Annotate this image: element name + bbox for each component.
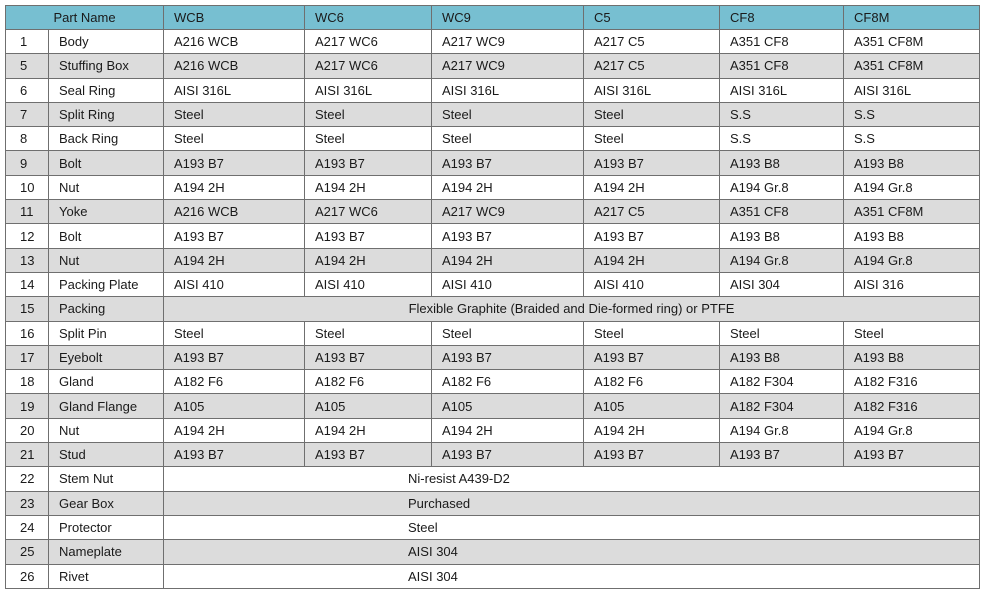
material-cell: A194 Gr.8 xyxy=(720,248,844,272)
material-cell: Steel xyxy=(305,102,432,126)
material-cell: A193 B7 xyxy=(584,224,720,248)
table-header xyxy=(6,6,980,30)
part-number-cell: 22 xyxy=(6,467,49,491)
part-number-cell: 25 xyxy=(6,540,49,564)
material-cell: A193 B7 xyxy=(432,443,584,467)
material-cell: A193 B7 xyxy=(432,151,584,175)
part-number-cell: 26 xyxy=(6,564,49,588)
table-row xyxy=(6,321,980,345)
material-cell: A194 2H xyxy=(305,175,432,199)
table-row xyxy=(6,564,980,588)
part-name-cell: Split Pin xyxy=(49,321,164,345)
column-header-wcb: WCB xyxy=(164,6,305,30)
material-cell: A193 B7 xyxy=(164,345,305,369)
material-cell: A193 B7 xyxy=(305,345,432,369)
material-cell: A193 B7 xyxy=(432,224,584,248)
material-cell: A194 2H xyxy=(432,418,584,442)
part-name-cell: Stud xyxy=(49,443,164,467)
material-cell: A194 2H xyxy=(164,248,305,272)
part-name-cell: Split Ring xyxy=(49,102,164,126)
table-row xyxy=(6,54,980,78)
part-name-cell: Bolt xyxy=(49,151,164,175)
part-number-cell: 19 xyxy=(6,394,49,418)
material-cell: Steel xyxy=(305,127,432,151)
material-cell: AISI 316L xyxy=(844,78,980,102)
part-number-cell: 11 xyxy=(6,200,49,224)
material-cell: Steel xyxy=(584,321,720,345)
table-row xyxy=(6,30,980,54)
column-header-cf8m: CF8M xyxy=(844,6,980,30)
material-cell: AISI 316L xyxy=(720,78,844,102)
material-cell: AISI 410 xyxy=(432,272,584,296)
part-number-cell: 16 xyxy=(6,321,49,345)
material-table xyxy=(5,5,980,589)
table-row xyxy=(6,248,980,272)
material-cell: AISI 316 xyxy=(844,272,980,296)
material-cell: A217 WC9 xyxy=(432,30,584,54)
material-cell: A194 Gr.8 xyxy=(720,418,844,442)
material-cell: A193 B7 xyxy=(164,151,305,175)
table-row xyxy=(6,394,980,418)
material-cell: A193 B7 xyxy=(844,443,980,467)
table-row xyxy=(6,345,980,369)
material-cell: A217 C5 xyxy=(584,30,720,54)
material-cell: Steel xyxy=(305,321,432,345)
part-name-cell: Back Ring xyxy=(49,127,164,151)
material-cell: A194 2H xyxy=(584,418,720,442)
part-number-cell: 1 xyxy=(6,30,49,54)
material-cell: A193 B8 xyxy=(720,224,844,248)
material-cell: A351 CF8M xyxy=(844,200,980,224)
material-cell: A351 CF8M xyxy=(844,30,980,54)
part-name-cell: Stuffing Box xyxy=(49,54,164,78)
material-cell: A193 B8 xyxy=(720,151,844,175)
material-cell: A217 WC9 xyxy=(432,54,584,78)
material-cell: Steel xyxy=(844,321,980,345)
part-name-header: Part Name xyxy=(6,6,164,30)
material-cell: AISI 410 xyxy=(305,272,432,296)
material-cell: A194 Gr.8 xyxy=(844,248,980,272)
material-cell: Steel xyxy=(164,102,305,126)
material-cell: A216 WCB xyxy=(164,30,305,54)
table-row xyxy=(6,370,980,394)
table-row xyxy=(6,127,980,151)
material-cell: A193 B7 xyxy=(305,151,432,175)
material-cell: A194 Gr.8 xyxy=(720,175,844,199)
material-cell: A217 C5 xyxy=(584,54,720,78)
table-row xyxy=(6,200,980,224)
part-number-cell: 9 xyxy=(6,151,49,175)
part-name-cell: Packing Plate xyxy=(49,272,164,296)
material-cell: AISI 316L xyxy=(432,78,584,102)
part-number-cell: 6 xyxy=(6,78,49,102)
material-cell: A216 WCB xyxy=(164,54,305,78)
material-cell: AISI 410 xyxy=(584,272,720,296)
material-cell: A194 2H xyxy=(432,248,584,272)
header-row xyxy=(6,6,980,30)
material-cell: Steel xyxy=(584,127,720,151)
material-cell: A182 F304 xyxy=(720,370,844,394)
material-cell: S.S xyxy=(720,127,844,151)
material-cell: A194 2H xyxy=(164,175,305,199)
part-number-cell: 5 xyxy=(6,54,49,78)
part-number-cell: 21 xyxy=(6,443,49,467)
material-cell: A193 B7 xyxy=(164,224,305,248)
part-name-cell: Nut xyxy=(49,418,164,442)
material-cell: A193 B7 xyxy=(305,443,432,467)
part-number-cell: 15 xyxy=(6,297,49,321)
part-number-cell: 17 xyxy=(6,345,49,369)
material-cell: Steel xyxy=(432,321,584,345)
part-number-cell: 10 xyxy=(6,175,49,199)
part-name-cell: Eyebolt xyxy=(49,345,164,369)
material-span-cell: Steel xyxy=(164,515,980,539)
material-cell: A193 B7 xyxy=(584,151,720,175)
part-name-cell: Protector xyxy=(49,515,164,539)
material-cell: A193 B8 xyxy=(844,151,980,175)
material-cell: Steel xyxy=(720,321,844,345)
table-row xyxy=(6,443,980,467)
material-cell: Steel xyxy=(584,102,720,126)
material-table-container xyxy=(5,5,979,589)
material-cell: A182 F6 xyxy=(164,370,305,394)
material-cell: S.S xyxy=(720,102,844,126)
material-span-cell: Ni-resist A439-D2 xyxy=(164,467,980,491)
material-cell: A193 B8 xyxy=(844,345,980,369)
table-row xyxy=(6,515,980,539)
table-body xyxy=(6,30,980,589)
part-name-cell: Seal Ring xyxy=(49,78,164,102)
material-cell: A194 2H xyxy=(432,175,584,199)
material-cell: A105 xyxy=(164,394,305,418)
material-cell: S.S xyxy=(844,127,980,151)
material-cell: A105 xyxy=(584,394,720,418)
material-cell: A194 2H xyxy=(164,418,305,442)
material-cell: A182 F6 xyxy=(305,370,432,394)
material-cell: AISI 316L xyxy=(584,78,720,102)
material-cell: A194 2H xyxy=(305,418,432,442)
part-name-cell: Bolt xyxy=(49,224,164,248)
material-cell: A193 B7 xyxy=(584,345,720,369)
material-cell: AISI 304 xyxy=(720,272,844,296)
material-cell: A217 WC6 xyxy=(305,54,432,78)
material-span-cell: Purchased xyxy=(164,491,980,515)
part-number-cell: 13 xyxy=(6,248,49,272)
material-cell: A217 WC6 xyxy=(305,30,432,54)
table-row xyxy=(6,151,980,175)
material-cell: A351 CF8 xyxy=(720,30,844,54)
material-cell: A351 CF8 xyxy=(720,200,844,224)
material-cell: A193 B7 xyxy=(305,224,432,248)
table-row xyxy=(6,491,980,515)
material-cell: A182 F304 xyxy=(720,394,844,418)
material-cell: Steel xyxy=(164,127,305,151)
material-cell: A193 B7 xyxy=(432,345,584,369)
part-name-cell: Nameplate xyxy=(49,540,164,564)
material-cell: A182 F6 xyxy=(584,370,720,394)
column-header-wc6: WC6 xyxy=(305,6,432,30)
material-cell: S.S xyxy=(844,102,980,126)
column-header-cf8: CF8 xyxy=(720,6,844,30)
material-cell: A105 xyxy=(432,394,584,418)
material-cell: A217 WC6 xyxy=(305,200,432,224)
part-name-cell: Gland Flange xyxy=(49,394,164,418)
material-cell: A194 Gr.8 xyxy=(844,175,980,199)
material-cell: A217 C5 xyxy=(584,200,720,224)
material-cell: A182 F6 xyxy=(432,370,584,394)
table-row xyxy=(6,224,980,248)
material-cell: AISI 316L xyxy=(305,78,432,102)
part-number-cell: 24 xyxy=(6,515,49,539)
part-name-cell: Yoke xyxy=(49,200,164,224)
table-row xyxy=(6,102,980,126)
material-span-cell: AISI 304 xyxy=(164,564,980,588)
part-name-cell: Stem Nut xyxy=(49,467,164,491)
material-cell: A194 2H xyxy=(584,248,720,272)
material-cell: A216 WCB xyxy=(164,200,305,224)
table-row xyxy=(6,540,980,564)
material-cell: A182 F316 xyxy=(844,370,980,394)
part-number-cell: 12 xyxy=(6,224,49,248)
material-cell: A351 CF8 xyxy=(720,54,844,78)
part-number-cell: 20 xyxy=(6,418,49,442)
material-cell: A193 B7 xyxy=(584,443,720,467)
part-name-cell: Gland xyxy=(49,370,164,394)
material-cell: A193 B7 xyxy=(164,443,305,467)
material-span-cell: Flexible Graphite (Braided and Die-formed ring) or PTFE xyxy=(164,297,980,321)
material-cell: A217 WC9 xyxy=(432,200,584,224)
part-name-cell: Gear Box xyxy=(49,491,164,515)
part-name-cell: Nut xyxy=(49,175,164,199)
material-cell: AISI 316L xyxy=(164,78,305,102)
part-number-cell: 8 xyxy=(6,127,49,151)
part-name-cell: Nut xyxy=(49,248,164,272)
column-header-wc9: WC9 xyxy=(432,6,584,30)
part-number-cell: 7 xyxy=(6,102,49,126)
material-cell: Steel xyxy=(432,102,584,126)
table-row xyxy=(6,78,980,102)
table-row xyxy=(6,467,980,491)
material-span-cell: AISI 304 xyxy=(164,540,980,564)
material-cell: A193 B7 xyxy=(720,443,844,467)
material-cell: A193 B8 xyxy=(720,345,844,369)
material-cell: A194 2H xyxy=(584,175,720,199)
table-row xyxy=(6,272,980,296)
column-header-c5: C5 xyxy=(584,6,720,30)
part-name-cell: Body xyxy=(49,30,164,54)
material-cell: A194 2H xyxy=(305,248,432,272)
part-number-cell: 23 xyxy=(6,491,49,515)
table-row xyxy=(6,418,980,442)
material-cell: A194 Gr.8 xyxy=(844,418,980,442)
part-number-cell: 14 xyxy=(6,272,49,296)
material-cell: Steel xyxy=(164,321,305,345)
material-cell: Steel xyxy=(432,127,584,151)
material-cell: A193 B8 xyxy=(844,224,980,248)
table-row xyxy=(6,175,980,199)
material-cell: A351 CF8M xyxy=(844,54,980,78)
material-cell: A182 F316 xyxy=(844,394,980,418)
material-cell: A105 xyxy=(305,394,432,418)
table-row xyxy=(6,297,980,321)
part-number-cell: 18 xyxy=(6,370,49,394)
part-name-cell: Packing xyxy=(49,297,164,321)
material-cell: AISI 410 xyxy=(164,272,305,296)
part-name-cell: Rivet xyxy=(49,564,164,588)
